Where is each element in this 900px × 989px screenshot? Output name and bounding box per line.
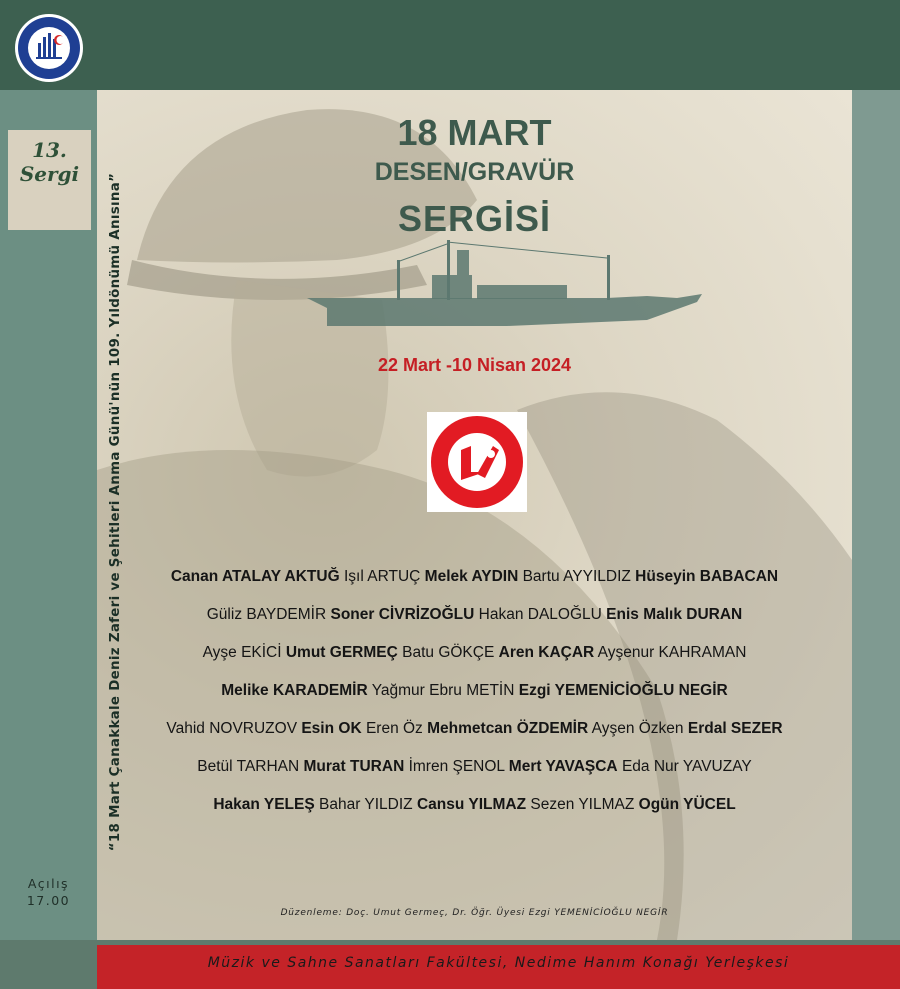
artist-name: İmren ŞENOL (408, 758, 505, 775)
artist-name: Melek AYDIN (424, 568, 519, 585)
artist-name: Hüseyin BABACAN (635, 568, 779, 585)
artist-line (97, 568, 852, 606)
venue-text: Müzik ve Sahne Sanatları Fakültesi, Nedime Hanım Konağı Yerleşkesi (207, 955, 790, 971)
artist-name: Esin OK (301, 720, 362, 737)
artist-name: Vahid NOVRUZOV (166, 720, 298, 737)
artist-line (97, 720, 852, 758)
title-line-3: SERGİSİ (397, 198, 552, 239)
artist-name: Bartu AYYILDIZ (522, 568, 631, 585)
artist-line (97, 796, 852, 834)
artist-name: Betül TARHAN (197, 758, 300, 775)
artist-name: Aren KAÇAR (498, 644, 595, 661)
title-line-2: DESEN/GRAVÜR (374, 158, 575, 186)
artist-name: Güliz BAYDEMİR (206, 606, 327, 623)
exhibition-dates: 22 Mart -10 Nisan 2024 (377, 355, 572, 375)
artist-name: Ayşe EKİCİ (202, 644, 282, 661)
artist-name: Soner CİVRİZOĞLU (330, 606, 475, 623)
commemoration-title: “18 Mart Çanakkale Deniz Zaferi ve Şehitleri Anma Günü'nün 109. Yıldönümü Anısına” (108, 172, 123, 852)
artist-name: Eda Nur YAVUZAY (621, 758, 752, 775)
artist-line (97, 682, 852, 720)
edition-badge (8, 130, 91, 230)
artist-name: Mehmetcan ÖZDEMİR (427, 720, 589, 737)
ship-silhouette-icon (307, 230, 707, 340)
artist-name: Hakan DALOĞLU (478, 606, 602, 623)
artist-name: Ayşen Özken (591, 720, 684, 737)
artist-name: Işıl ARTUÇ (343, 568, 421, 585)
edition-number: 13. (32, 138, 67, 162)
opening-time: 17.00 (26, 893, 71, 908)
artist-line (97, 644, 852, 682)
artist-line (97, 606, 852, 644)
artist-name: Melike KARADEMİR (221, 682, 368, 699)
edition-word: Sergi (19, 162, 80, 186)
artist-name: Bahar YILDIZ (319, 796, 413, 813)
artist-name: Mert YAVAŞCA (508, 758, 618, 775)
artist-name: Ezgi YEMENİCİOĞLU NEGİR (518, 682, 728, 699)
header-band (0, 0, 900, 90)
university-seal-icon (14, 13, 84, 83)
artist-name: Hakan YELEŞ (213, 796, 315, 813)
artist-name: Murat TURAN (303, 758, 405, 775)
artist-name: Umut GERMEÇ (285, 644, 398, 661)
artist-name: Cansu YILMAZ (416, 796, 527, 813)
artist-name: Sezen YILMAZ (530, 796, 635, 813)
opening-info (0, 875, 97, 909)
artist-name: Eren Öz (365, 720, 423, 737)
title-line-1: 18 MART (397, 112, 552, 153)
artist-name: Erdal SEZER (687, 720, 783, 737)
artist-name: Ayşenur KAHRAMAN (597, 644, 747, 661)
fine-arts-faculty-seal-icon (427, 412, 527, 512)
right-band (852, 90, 900, 940)
left-sidebar (0, 90, 97, 940)
artist-name: Ogün YÜCEL (638, 796, 736, 813)
artist-list (97, 568, 852, 834)
artist-name: Batu GÖKÇE (402, 644, 495, 661)
artist-name: Enis Malık DURAN (606, 606, 743, 623)
artist-name: Canan ATALAY AKTUĞ (170, 568, 340, 585)
artist-line (97, 758, 852, 796)
poster-main (97, 90, 852, 940)
artist-name: Yağmur Ebru METİN (371, 682, 515, 699)
organizers-credit: Düzenleme: Doç. Umut Germeç, Dr. Öğr. Üyesi Ezgi YEMENİCİOĞLU NEGİR (280, 908, 669, 918)
opening-label: Açılış (27, 876, 70, 891)
